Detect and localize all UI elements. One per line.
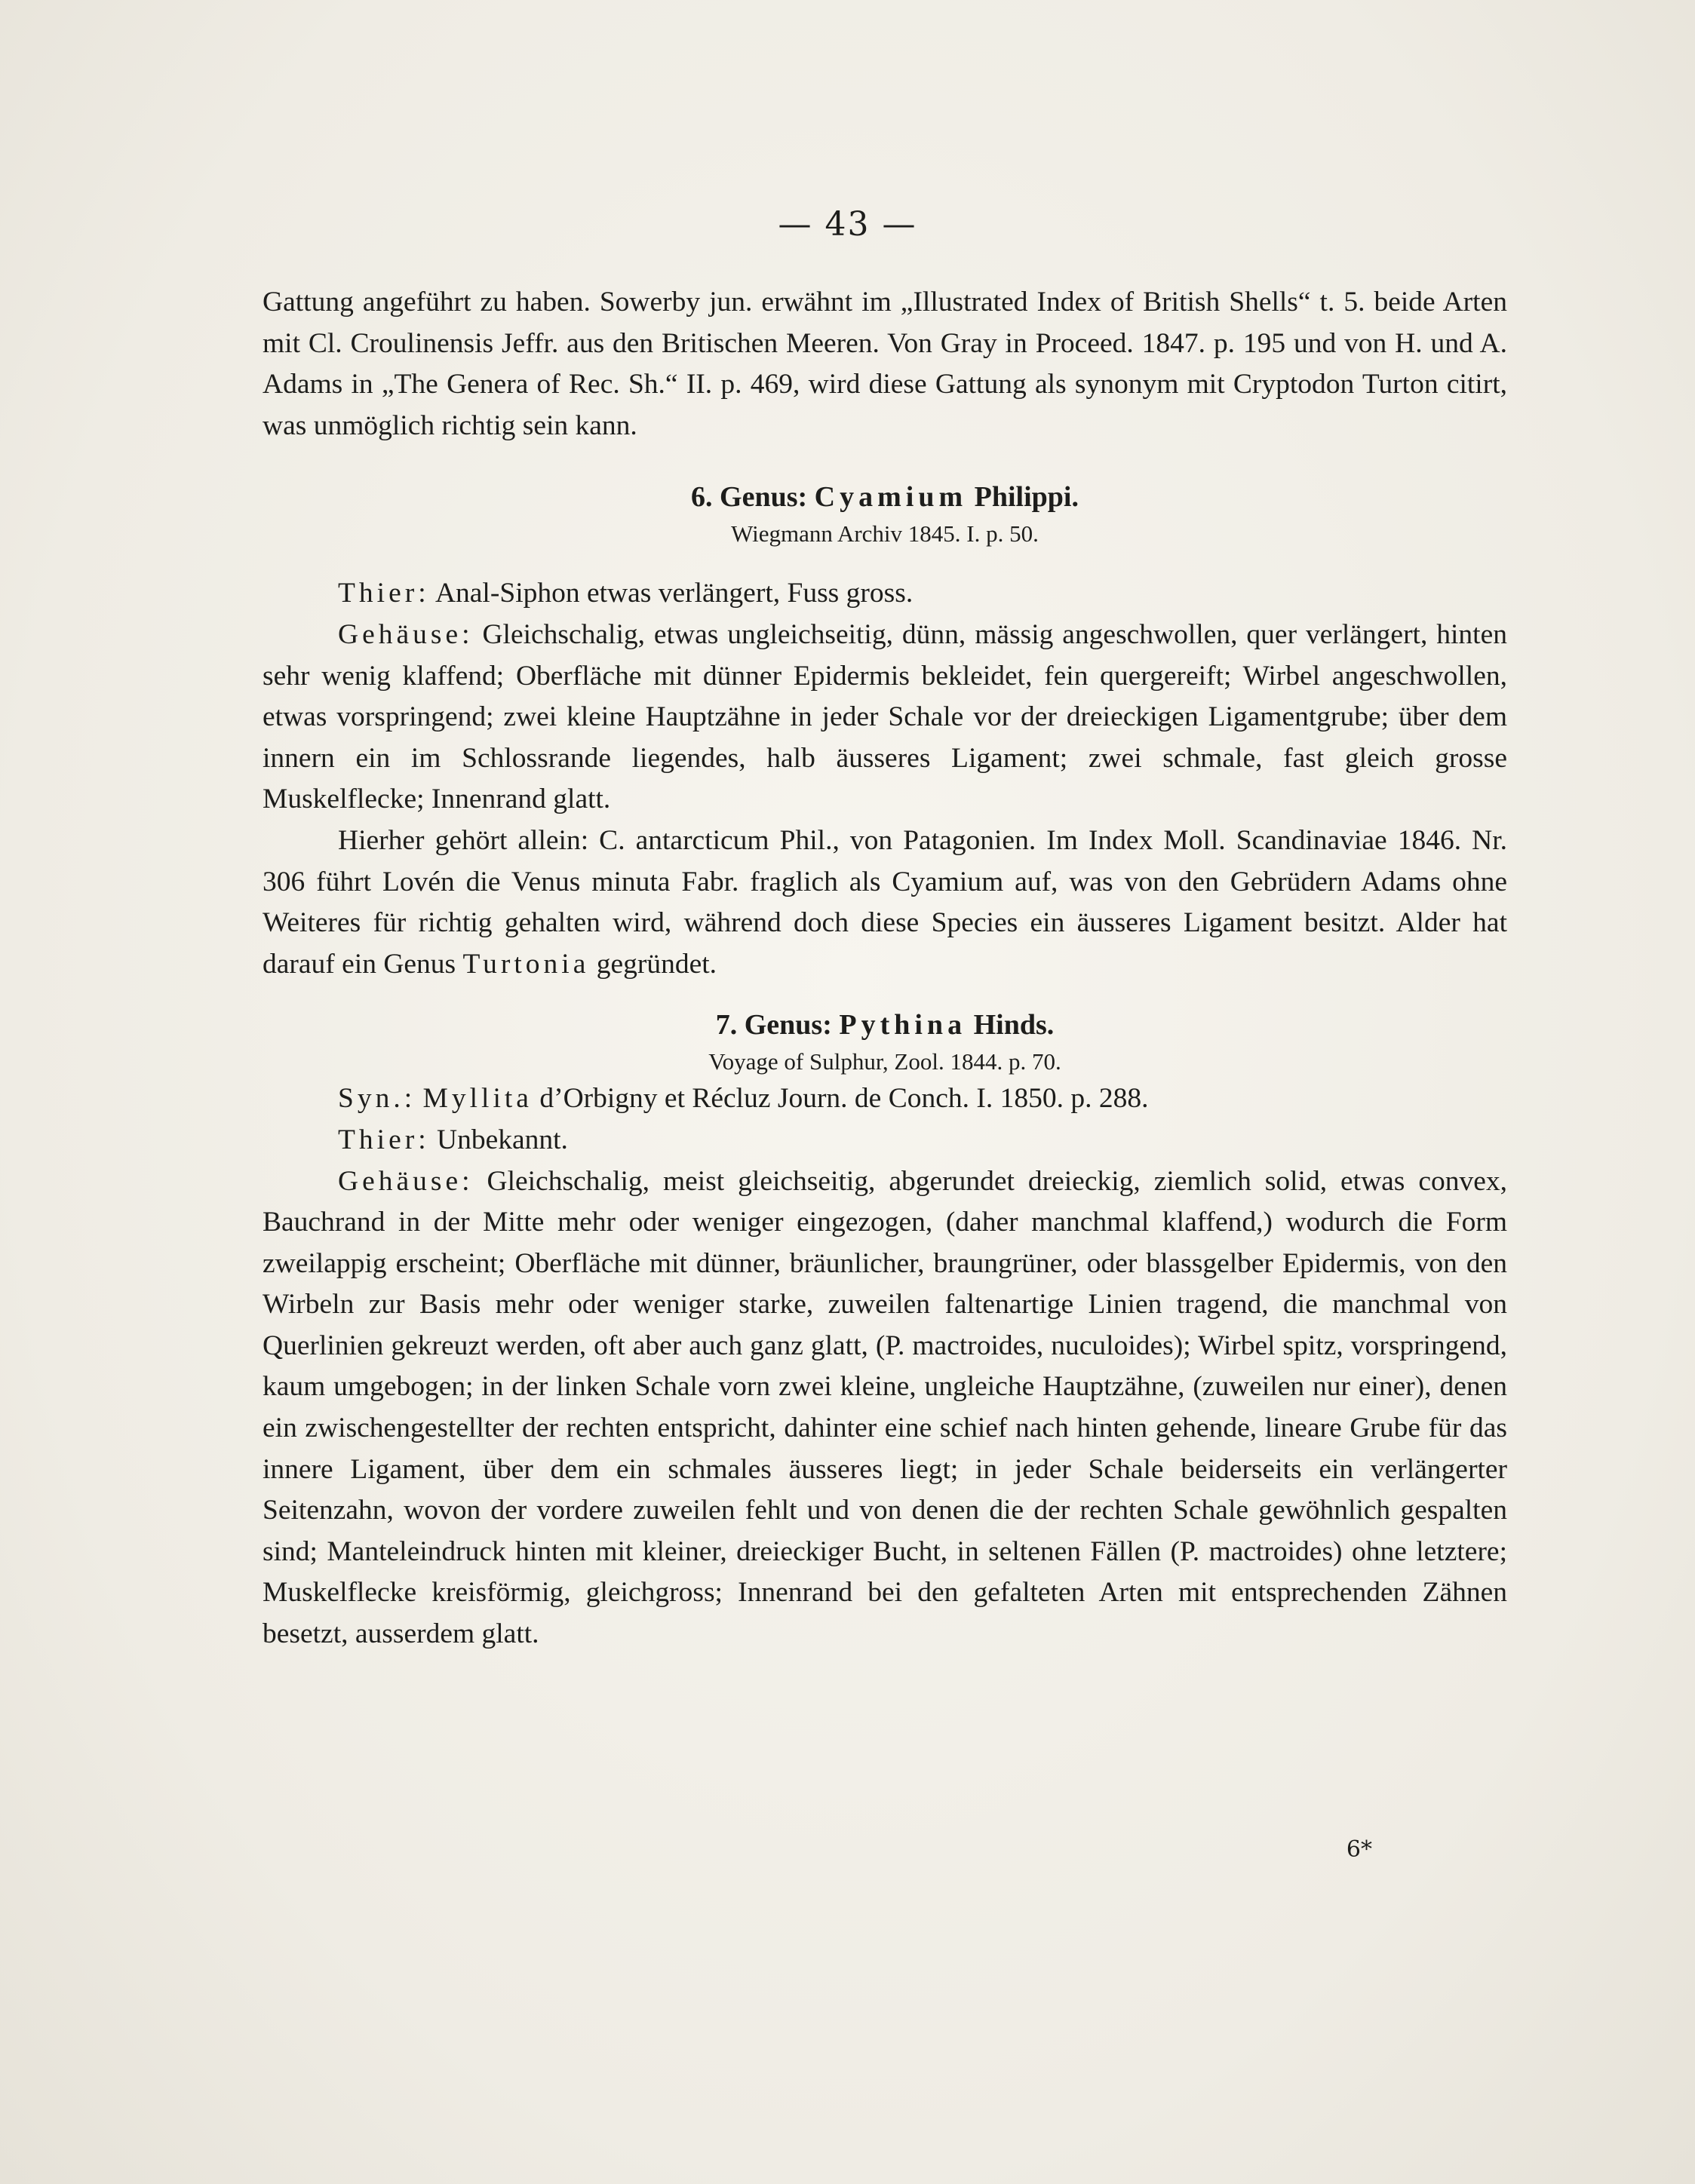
genus-7-thier-text: Unbekannt.	[437, 1124, 568, 1155]
intro-paragraph: Gattung angeführt zu haben. Sowerby jun. erwähnt im „Illustrated Index of British Shells“ t. 5. beide Arten mit Cl. Croulinensis Jeffr. aus den Britischen Meeren. Von Gray in Proceed. 1847. p. 195 und von H. und A. Adams in „The Genera of Rec. Sh.“ II. p. 469, wird diese Gattung als synonym mit Cryptodon Turton citirt, was unmöglich richtig sein kann.	[263, 287, 1507, 441]
genus-7-syn	[263, 1078, 1507, 1120]
genus-6-name: Cyamium	[814, 481, 968, 514]
genus-6-gehaeuse	[263, 615, 1507, 821]
genus-6-author: Philippi.	[974, 481, 1079, 514]
genus-6-thier-text: Anal-Siphon etwas verlängert, Fuss gross.	[434, 578, 914, 609]
genus-6-hierher	[263, 821, 1507, 985]
genus-7-prefix: 7. Genus:	[715, 1009, 832, 1041]
genus-7-gehaeuse-label: Gehäuse:	[338, 1165, 474, 1197]
genus-6-thier-label: Thier:	[338, 578, 430, 609]
genus-6-hierher-text: Hierher gehört allein: C. antarcticum Phil., von Patagonien. Im Index Moll. Scandinaviae 1846. Nr. 306 führt Lovén die Venus minuta Fabr. fraglich als Cyamium auf, was von den Gebrüdern Adams ohne Weiteres für richtig gehalten wird, während doch diese Species ein äusseres Ligament besitzt. Alder hat darauf ein Genus	[263, 824, 1507, 980]
genus-7-syn-label: Syn.:	[338, 1083, 416, 1115]
genus-6-reference: Wiegmann Archiv 1845. I. p. 50.	[731, 520, 1039, 548]
genus-7-author: Hinds.	[973, 1009, 1055, 1041]
genus-7-heading	[263, 1005, 1507, 1045]
genus-6-hierher-end: gegründet.	[596, 948, 717, 980]
genus-7-reference: Voyage of Sulphur, Zool. 1844. p. 70.	[708, 1048, 1061, 1075]
genus-6-heading	[263, 477, 1507, 517]
genus-6-thier	[263, 573, 1507, 615]
page-number: — 43 —	[778, 205, 917, 244]
genus-6-gehaeuse-text: Gleichschalig, etwas ungleichseitig, dünn, mässig angeschwollen, quer verlängert, hinten sehr wenig klaffend; Oberfläche mit dünner Epidermis bekleidet, fein quergereift; Wirbel angeschwollen, etwas vorspringend; zwei kleine Hauptzähne in jeder Schale vor der dreieckigen Ligamentgrube; über dem innern ein im Schlossrande liegendes, halb äusseres Ligament; zwei schmale, fast gleich grosse Muskelflecke; Innenrand glatt.	[263, 618, 1507, 815]
signature-mark: 6*	[1346, 1836, 1372, 1863]
genus-7-syn-text: d’Orbigny et Récluz Journ. de Conch. I. 1850. p. 288.	[539, 1083, 1149, 1115]
genus-7-name: Pythina	[839, 1009, 967, 1041]
genus-6-gehaeuse-label: Gehäuse:	[338, 618, 474, 650]
page-body	[263, 282, 1507, 1655]
genus-7-syn-name: Myllita	[422, 1083, 533, 1115]
genus-6-turtonia: Turtonia	[462, 948, 590, 980]
genus-7-gehaeuse-text: Gleichschalig, meist gleichseitig, abgerundet dreieckig, ziemlich solid, etwas convex, Bauchrand in der Mitte mehr oder weniger eingezogen, (daher manchmal klaffend,) wodurch die Form zweilappig erscheint; Oberfläche mit dünner, bräunlicher, braungrüner, oder blassgelber Epidermis, von den Wirbeln zur Basis mehr oder weniger starke, zuweilen faltenartige Linien tragend, die manchmal von Querlinien gekreuzt werden, oft aber auch ganz glatt, (P. mactroides, nuculoides); Wirbel spitz, vorspringend, kaum umgebogen; in der linken Schale vorn zwei kleine, ungleiche Hauptzähne, (zuweilen nur einer), denen ein zwischengestellter der rechten entspricht, dahinter eine schief nach hinten gehende, lineare Grube für das innere Ligament, über dem ein schmales äusseres liegt; in jeder Schale beiderseits ein verlängerter Seitenzahn, wovon der vordere zuweilen fehlt und von denen die der rechten Schale gewöhnlich gespalten sind; Manteleindruck hinten mit kleiner, dreieckiger Bucht, in seltenen Fällen (P. mactroides) ohne letztere; Muskelflecke kreisförmig, gleichgross; Innenrand bei den gefalteten Arten mit entsprechenden Zähnen besetzt, ausserdem glatt.	[263, 1165, 1507, 1650]
genus-7-gehaeuse	[263, 1161, 1507, 1655]
genus-7-thier	[263, 1120, 1507, 1161]
genus-6-prefix: 6. Genus:	[691, 481, 808, 514]
genus-7-thier-label: Thier:	[338, 1124, 430, 1155]
